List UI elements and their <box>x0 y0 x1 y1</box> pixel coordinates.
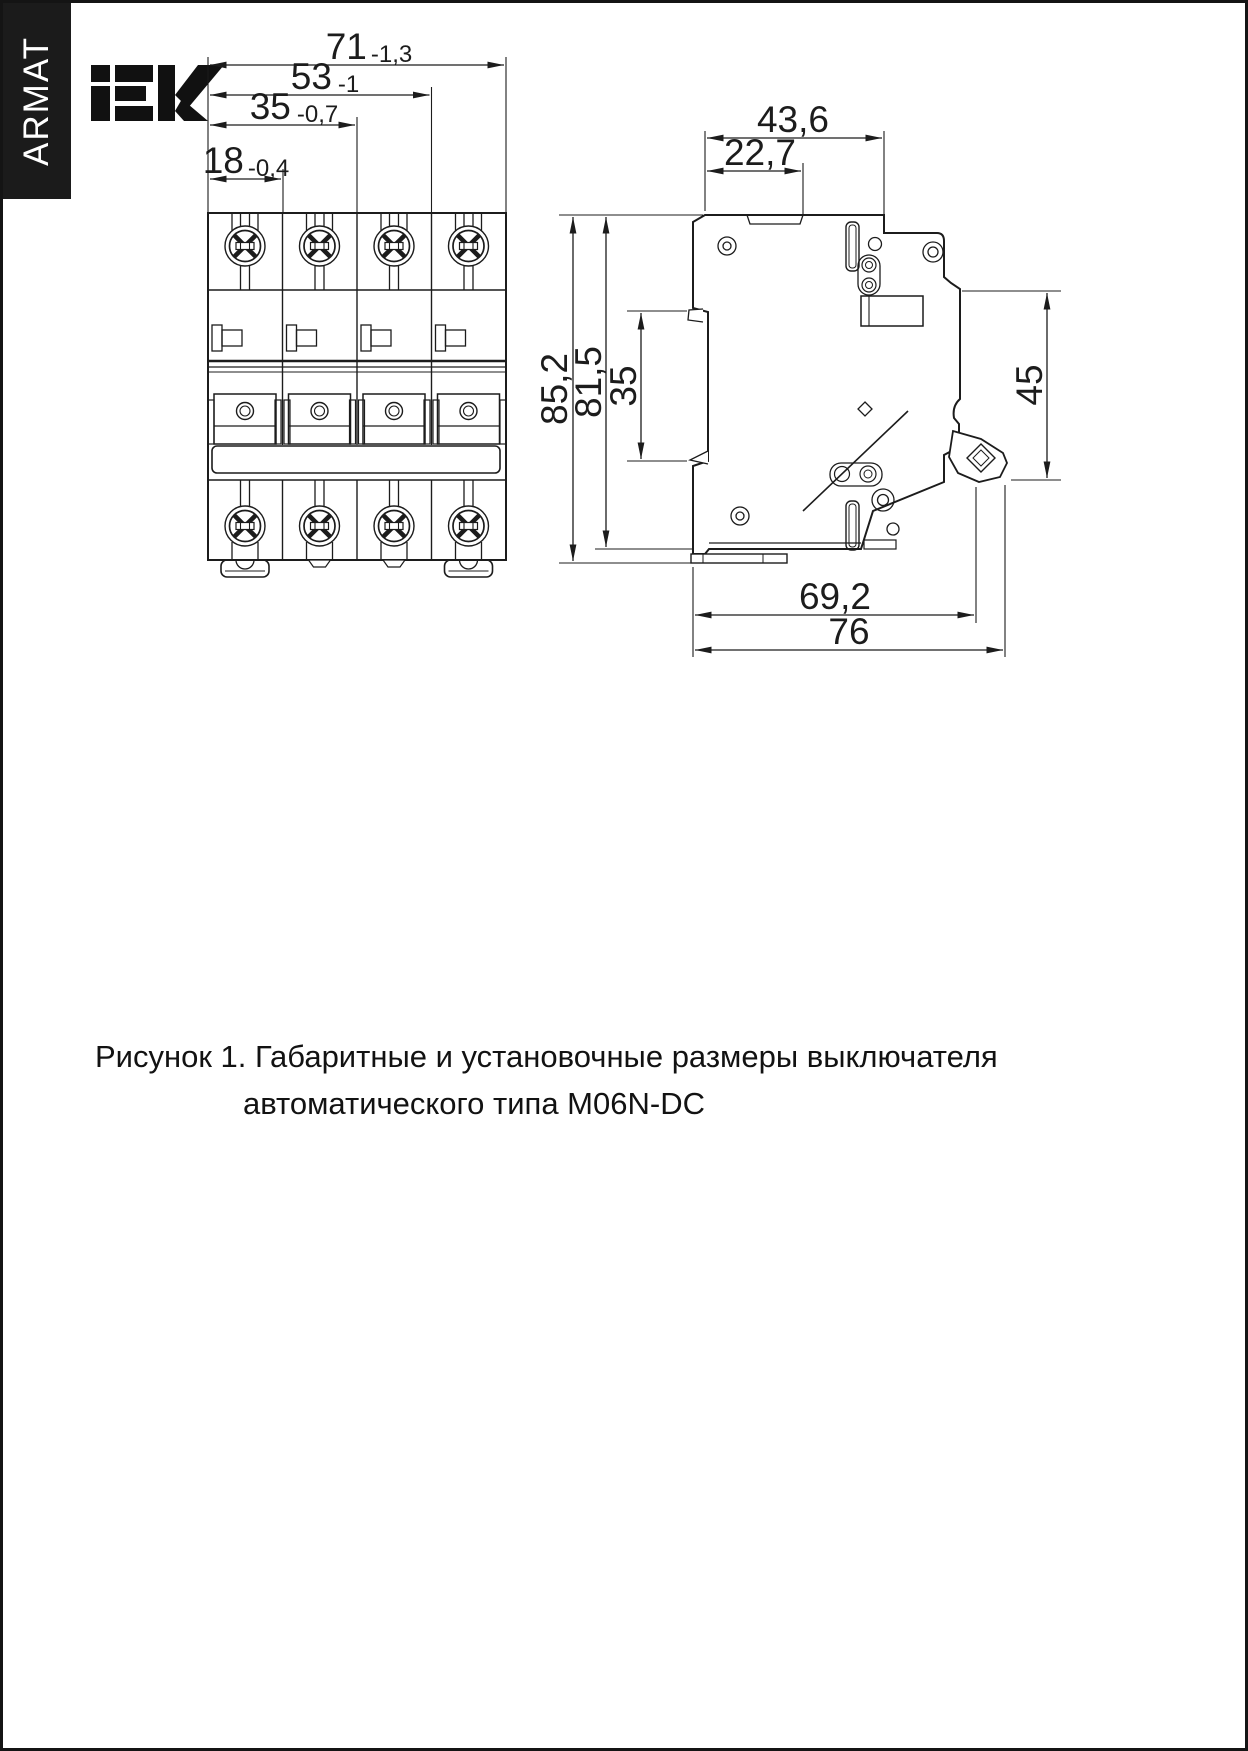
side-body-outline <box>693 215 960 554</box>
side-dim-depth-top-inner-label: 22,7 <box>723 132 797 173</box>
front-view-drawing <box>203 26 506 577</box>
side-din-hook-top <box>688 309 703 322</box>
side-dim-din-recess-label: 35 <box>603 365 644 407</box>
side-dim-depth-body-label: 69,2 <box>798 576 872 617</box>
front-dim-width-1mod-label: 18 -0,4 <box>202 140 290 182</box>
front-breaker-body <box>208 213 506 577</box>
front-dim-width-total-label: 71 -1,3 <box>325 26 413 68</box>
figure-caption-line1: Рисунок 1. Габаритные и установочные размеры выключателя <box>95 1039 998 1074</box>
figure-drawings <box>3 3 1248 703</box>
figure-caption <box>95 1033 998 1127</box>
front-din-clip-left <box>221 560 269 577</box>
side-din-hook-bottom <box>690 451 708 464</box>
side-dim-height-body-label: 81,5 <box>568 345 609 419</box>
side-dim-front-panel-label: 45 <box>1009 364 1050 406</box>
side-din-slider-foot <box>691 554 787 563</box>
side-dim-depth-total-label: 76 <box>828 611 870 652</box>
front-dim-width-3mod-label: 53 -1 <box>290 56 360 98</box>
side-dim-height-total-label: 85,2 <box>534 352 575 426</box>
side-toggle-lever <box>949 431 1007 482</box>
front-dim-width-2mod-label: 35 -0,7 <box>249 86 339 128</box>
side-dim-depth-top-label: 43,6 <box>756 99 830 140</box>
side-view-drawing <box>534 99 1061 657</box>
armat-brand-label: ARMAT <box>17 36 56 166</box>
side-breaker-body <box>688 215 1007 563</box>
figure-caption-line2: автоматического типа M06N-DC <box>243 1086 705 1121</box>
front-din-clip-right <box>445 560 493 577</box>
